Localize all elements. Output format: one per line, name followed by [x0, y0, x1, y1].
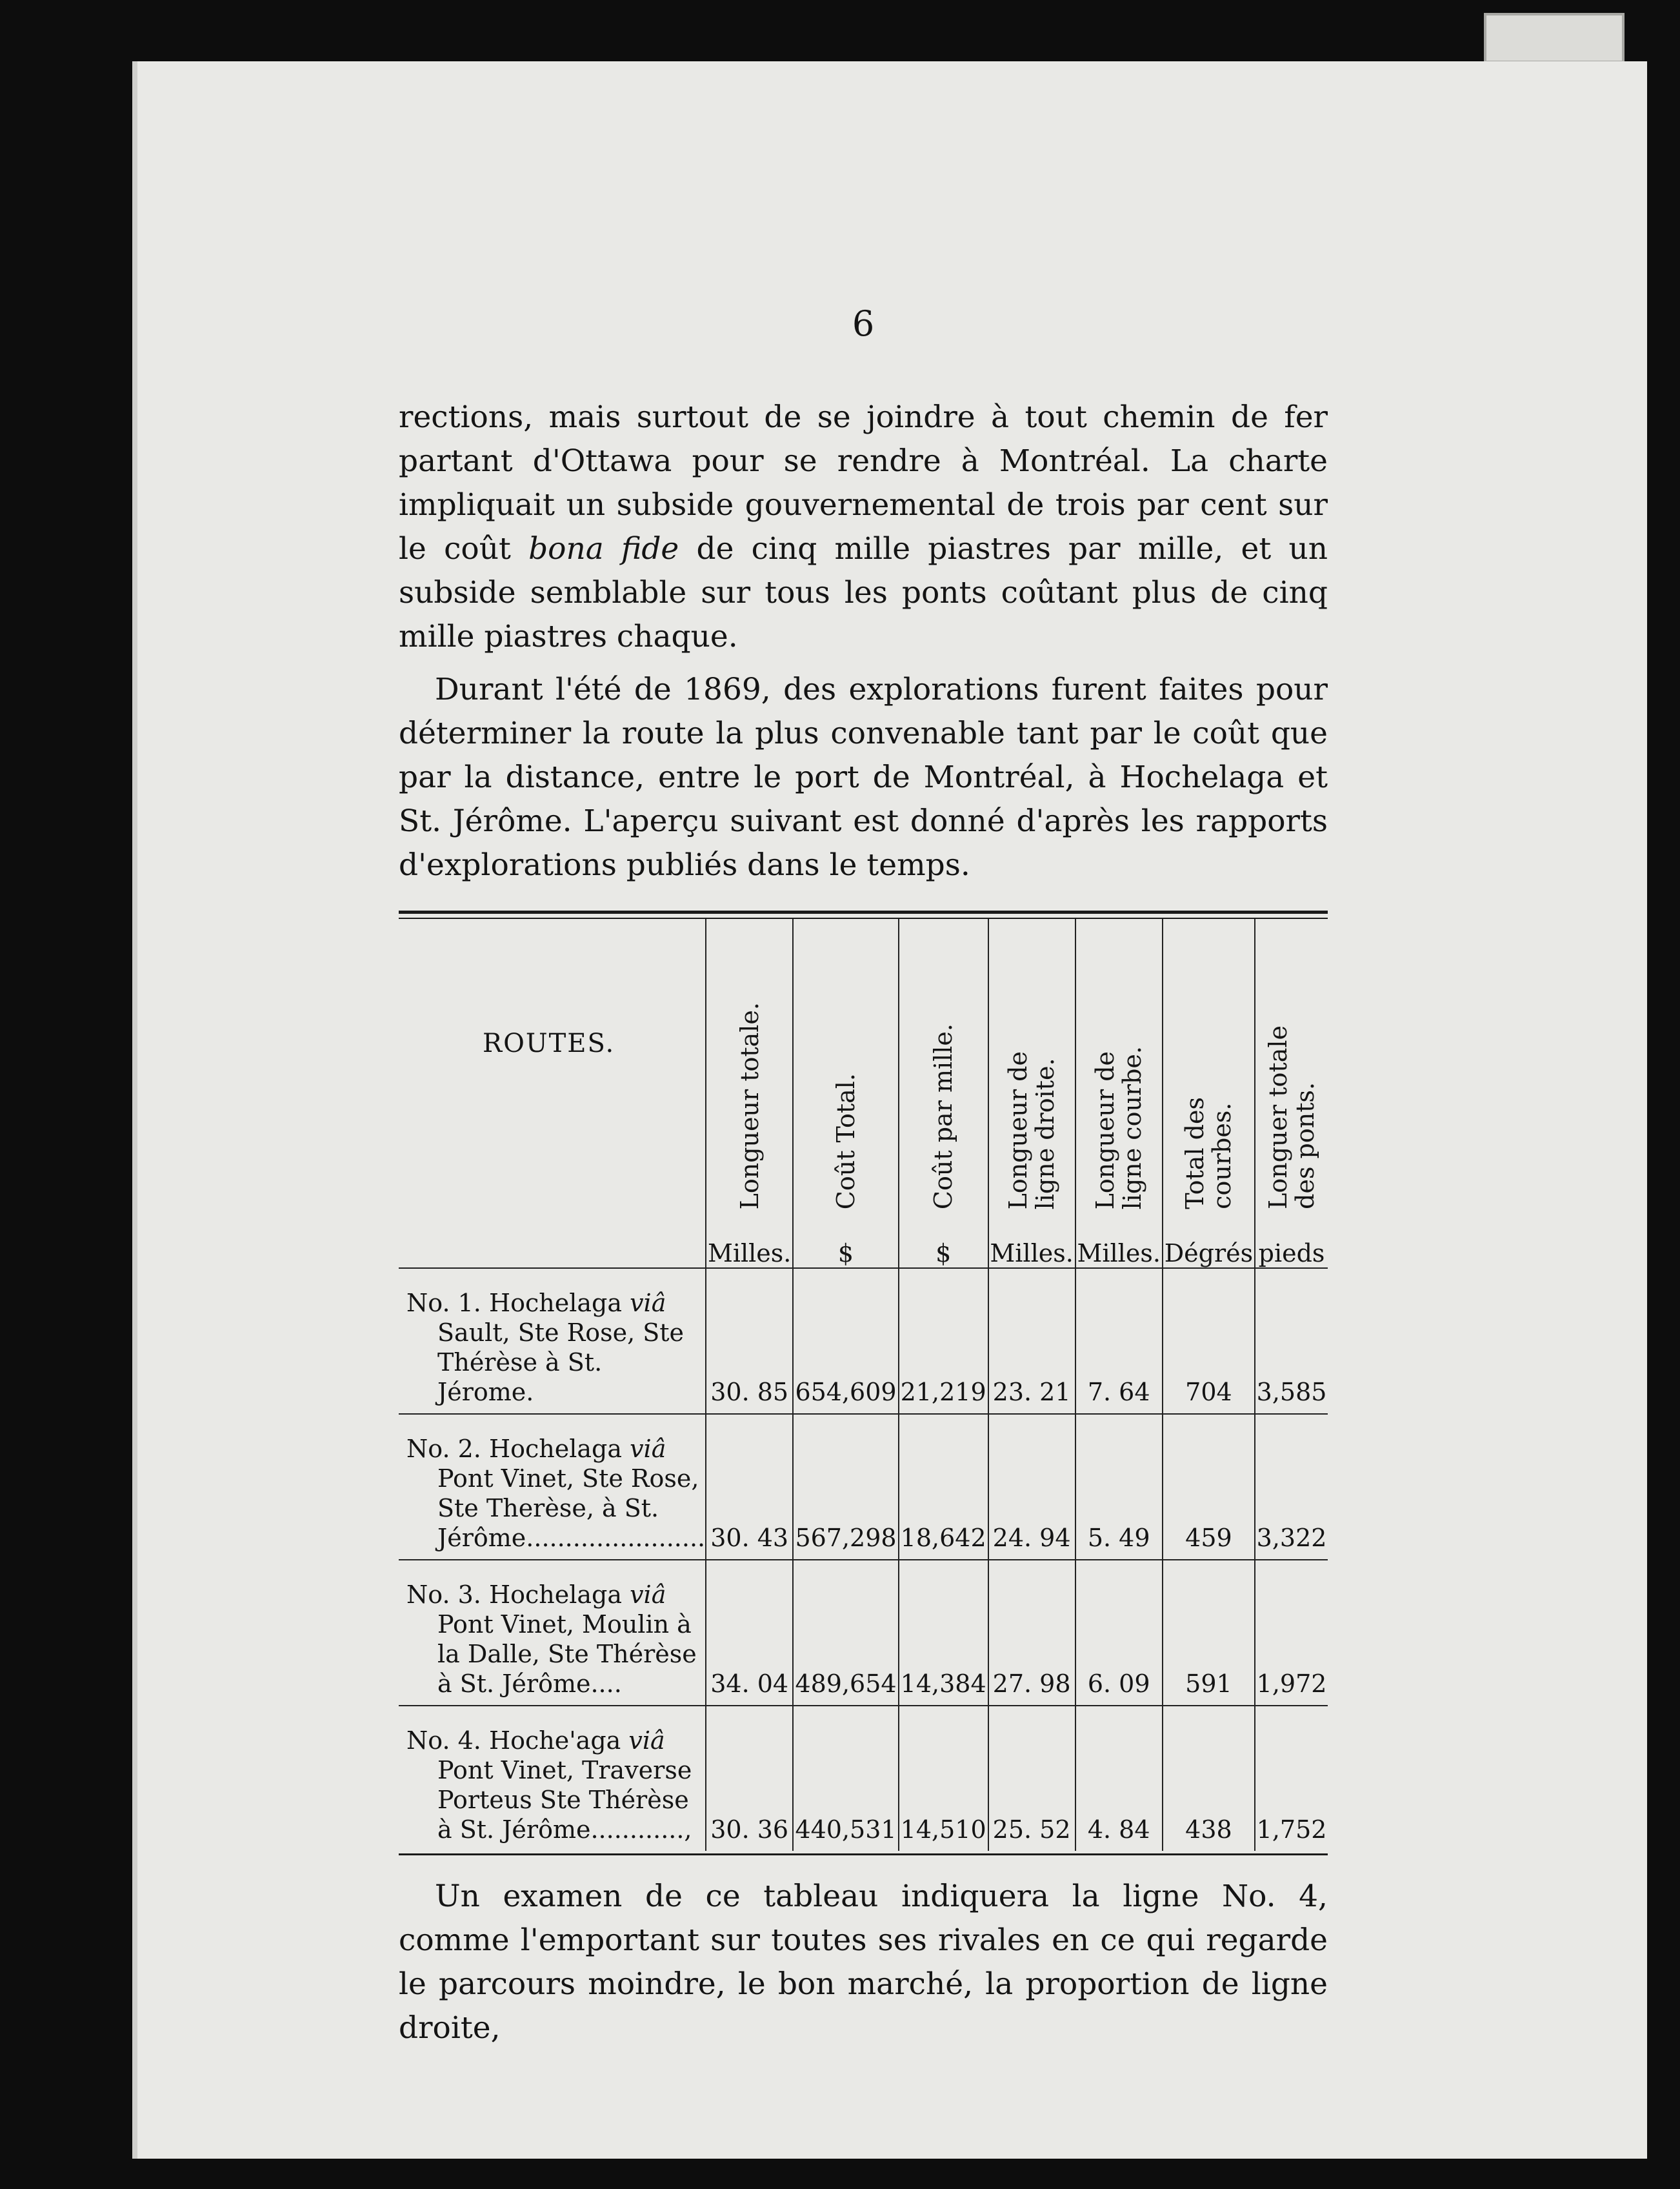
table-cell: 704 [1163, 1268, 1255, 1414]
route-via: viâ [630, 1289, 666, 1317]
routes-header: ROUTES. [483, 1029, 615, 1058]
routes-header-cell [399, 919, 706, 1216]
route-title [406, 1726, 705, 1755]
header-label: Longueur de ligne courbe. [1091, 1045, 1147, 1209]
table-cell: 6. 09 [1075, 1560, 1163, 1706]
table-cell: 1,972 [1255, 1560, 1328, 1706]
table-cell: 459 [1163, 1414, 1255, 1560]
table-top-rule [399, 911, 1328, 919]
unit-cell: Dégrés [1163, 1216, 1255, 1268]
route-number: No. 2. Hochelaga [406, 1435, 630, 1463]
table-cell: 591 [1163, 1560, 1255, 1706]
header-cout-par-mille [899, 919, 988, 1216]
header-total-courbes [1163, 919, 1255, 1216]
route-via: viâ [630, 1580, 666, 1609]
route-title [406, 1434, 705, 1464]
route-via: viâ [630, 1435, 666, 1463]
route-number: No. 3. Hochelaga [406, 1580, 630, 1609]
table-cell: 4. 84 [1075, 1706, 1163, 1851]
route-name-cell [399, 1414, 706, 1560]
table-cell: 14,384 [899, 1560, 988, 1706]
route-via: viâ [628, 1726, 665, 1755]
route-name-cell [399, 1268, 706, 1414]
table-cell: 30. 43 [706, 1414, 793, 1560]
table-cell: 25. 52 [988, 1706, 1075, 1851]
route-description: Pont Vinet, Traverse Porteus Ste Thérèse à St. Jérôme............, [437, 1756, 692, 1844]
header-longueur-totale [706, 919, 793, 1216]
unit-cell: $ [899, 1216, 988, 1268]
table-cell: 27. 98 [988, 1560, 1075, 1706]
route-number: No. 1. Hochelaga [406, 1289, 630, 1317]
unit-cell: Milles. [706, 1216, 793, 1268]
table-cell: 654,609 [793, 1268, 899, 1414]
unit-cell: pieds [1255, 1216, 1328, 1268]
table-row [399, 1706, 1328, 1851]
units-row [399, 1216, 1328, 1268]
scanned-page [132, 61, 1647, 2159]
route-description: Pont Vinet, Ste Rose, Ste Therèse, à St. Jérôme....................... [437, 1464, 706, 1552]
route-description: Sault, Ste Rose, Ste Thérèse à St. Jérome. [437, 1318, 685, 1406]
table-cell: 5. 49 [1075, 1414, 1163, 1560]
table-cell: 14,510 [899, 1706, 988, 1851]
header-ligne-courbe [1075, 919, 1163, 1216]
page-edge-tab [1484, 13, 1625, 63]
paragraph-1-text-b: de cinq mille piastres par mille, et un subside semblable sur tous les ponts coûtant plus de cinq mille piastres chaque. [399, 531, 1328, 654]
units-cell-empty [399, 1216, 706, 1268]
route-name-cell [399, 1560, 706, 1706]
header-label: Coût par mille. [929, 1023, 958, 1209]
table-cell: 24. 94 [988, 1414, 1075, 1560]
table-cell: 3,585 [1255, 1268, 1328, 1414]
route-description: Pont Vinet, Moulin à la Dalle, Ste Thérèse à St. Jérôme.... [437, 1610, 697, 1698]
paragraph-1-italic: bona fide [528, 531, 679, 567]
header-cout-total [793, 919, 899, 1216]
table-cell: 34. 04 [706, 1560, 793, 1706]
table-cell: 23. 21 [988, 1268, 1075, 1414]
header-label: Longueur totale. [735, 1002, 764, 1209]
paragraph-1 [399, 396, 1328, 659]
route-name-cell [399, 1706, 706, 1851]
header-label: Coût Total. [832, 1073, 860, 1209]
paragraph-2: Durant l'été de 1869, des explorations furent faites pour déterminer la route la plus convenable tant par le coût que par la distance, entre le port de Montréal, à Hochelaga et St. Jérôme. L'aperçu suivant est donné d'après les rapports d'explorations publiés dans le temps. [399, 672, 1328, 883]
table-bottom-rule [399, 1853, 1328, 1855]
route-number: No. 4. Hoche'aga [406, 1726, 629, 1755]
table-cell: 30. 85 [706, 1268, 793, 1414]
unit-cell: Milles. [988, 1216, 1075, 1268]
paragraph-3: Un examen de ce tableau indiquera la ligne No. 4, comme l'emportant sur toutes ses rivales en ce qui regarde le parcours moindre, le bon marché, la proportion de ligne droite, [399, 1879, 1328, 2046]
table-header-row [399, 919, 1328, 1216]
table-cell: 18,642 [899, 1414, 988, 1560]
table-cell: 30. 36 [706, 1706, 793, 1851]
header-ligne-droite [988, 919, 1075, 1216]
unit-cell: Milles. [1075, 1216, 1163, 1268]
table-cell: 567,298 [793, 1414, 899, 1560]
unit-cell: $ [793, 1216, 899, 1268]
table-cell: 3,322 [1255, 1414, 1328, 1560]
table-cell: 1,752 [1255, 1706, 1328, 1851]
table-cell: 489,654 [793, 1560, 899, 1706]
table-row [399, 1268, 1328, 1414]
header-longueur-ponts [1255, 919, 1328, 1216]
table-cell: 7. 64 [1075, 1268, 1163, 1414]
page-number: 6 [852, 303, 875, 344]
header-label: Longueur de ligne droite. [1004, 1051, 1060, 1209]
paragraph-1-text-a: rections, mais surtout de se joindre à tout chemin de fer partant d'Ottawa pour se rendre à Montréal. La charte impliquait un subside gouvernemental de trois par cent sur le coût [399, 399, 1328, 567]
table-row [399, 1414, 1328, 1560]
table-cell: 438 [1163, 1706, 1255, 1851]
routes-table [399, 919, 1328, 1851]
table-row [399, 1560, 1328, 1706]
table-cell: 440,531 [793, 1706, 899, 1851]
route-title [406, 1580, 705, 1609]
table-cell: 21,219 [899, 1268, 988, 1414]
header-label: Longuer totale des ponts. [1264, 1025, 1320, 1209]
page-content [399, 303, 1328, 2050]
route-title [406, 1288, 705, 1318]
header-label: Total des courbes. [1181, 1097, 1237, 1209]
